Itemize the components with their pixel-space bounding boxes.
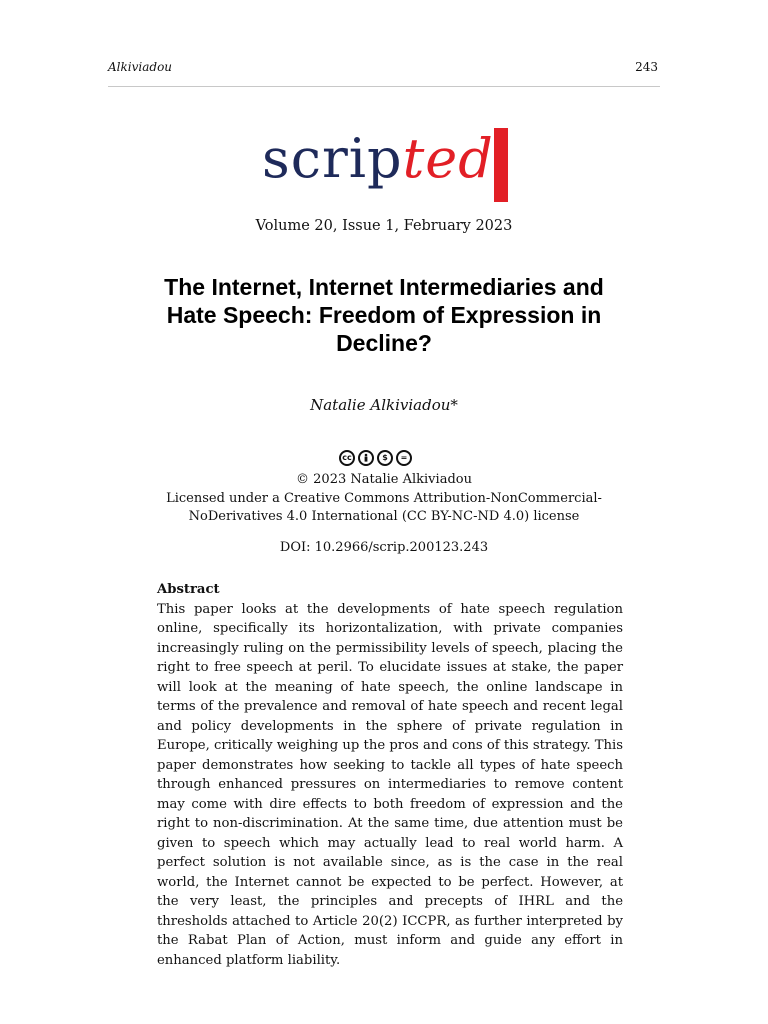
paper-title [110, 273, 658, 357]
running-header [108, 58, 660, 87]
running-header-author: Alkiviadou [108, 60, 173, 74]
title-line: Hate Speech: Freedom of Expression in [166, 302, 602, 328]
license-block [140, 471, 628, 527]
abstract-body: This paper looks at the developments of hate speech regulation online, specifically its horizontalization, with private companies increasingly ruling on the permissibility levels of speech, placing the right to free speech at peril. To elucidate issues at stake, the paper will look at the meaning of hate speech, the online landscape in terms of the prevalence and removal of hate speech and recent legal and policy developments in the sphere of private regulation in Europe, critically weighing up the pros and cons of this strategy. This paper demonstrates how seeking to tackle all types of hate speech through enhanced pressures on intermediaries to remove content may come with dire effects to both freedom of expression and the right to non-discrimination. At the same time, due attention must be given to speech which may actually lead to real world harm. A perfect solution is not available since, as is the case in the real world, the Internet cannot be expected to be perfect. However, at the very least, the principles and precepts of IHRL and the thresholds attached to Article 20(2) ICCPR, as further interpreted by the Rabat Plan of Action, must inform and guide any effort in enhanced platform liability. [157, 601, 623, 968]
issue-info: Volume 20, Issue 1, February 2023 [255, 218, 513, 234]
author-byline: Natalie Alkiviadou* [310, 396, 458, 414]
license-line: Licensed under a Creative Commons Attribution-NonCommercial- [166, 490, 602, 506]
abstract-heading: Abstract [157, 582, 220, 597]
page-number: 243 [635, 60, 658, 74]
cc-icon: cc [339, 450, 355, 466]
cc-license-icons [339, 450, 431, 468]
title-line: The Internet, Internet Intermediaries and [164, 274, 604, 300]
abstract [157, 580, 623, 970]
logo-red-bar [494, 128, 508, 202]
journal-logo [262, 128, 512, 202]
license-line: NoDerivatives 4.0 International (CC BY-NC-ND 4.0) license [188, 509, 580, 524]
copyright-line: © 2023 Natalie Alkiviadou [296, 472, 472, 487]
nd-icon: = [396, 450, 412, 466]
nc-icon: $ [377, 450, 393, 466]
logo-text-main: scrip [262, 127, 403, 190]
doi: DOI: 10.2966/scrip.200123.243 [279, 540, 489, 555]
logo-text-accent: ted [402, 127, 494, 190]
by-icon [358, 450, 374, 466]
title-line: Decline? [336, 330, 432, 356]
journal-logo-wordmark [262, 128, 494, 190]
